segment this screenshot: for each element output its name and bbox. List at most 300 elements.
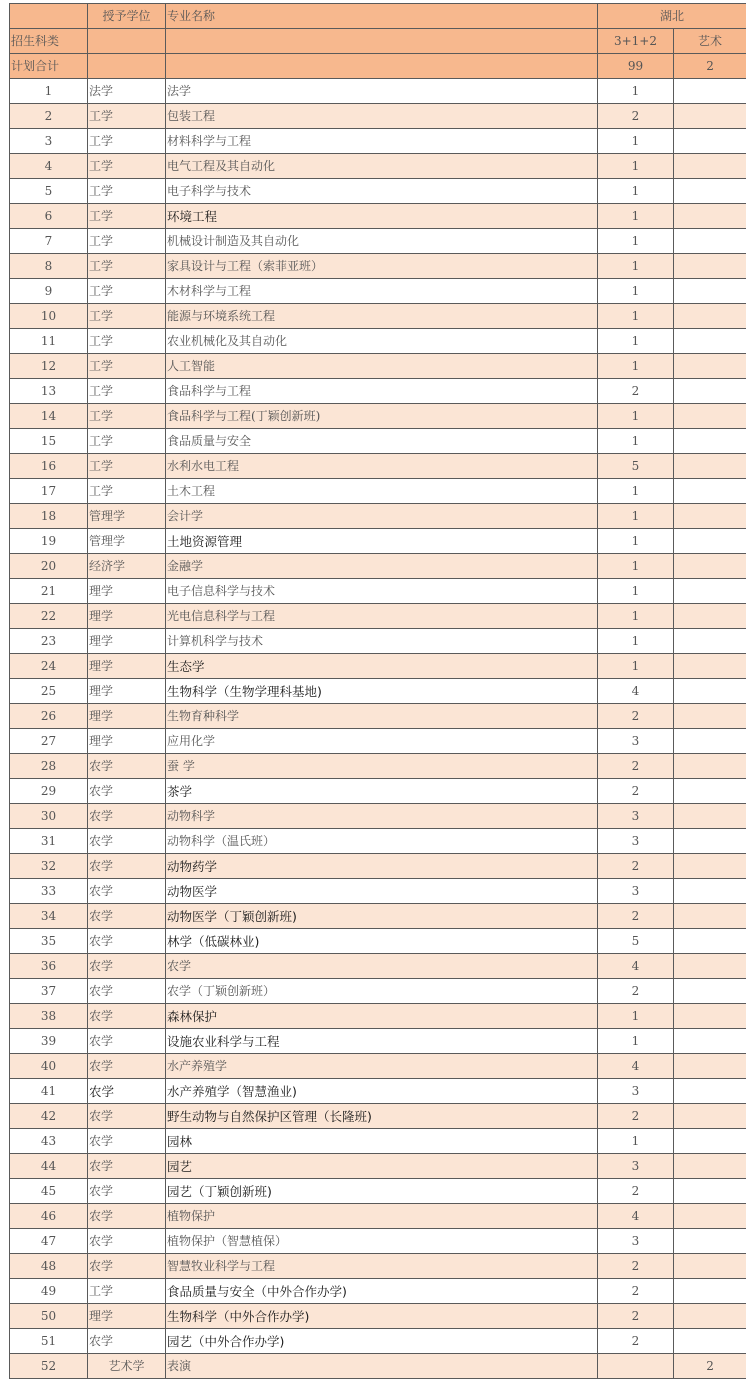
row-quota-312: 2	[598, 104, 674, 129]
row-degree: 工学	[88, 279, 166, 304]
row-quota-312: 2	[598, 1104, 674, 1129]
table-row	[10, 654, 746, 679]
row-number: 37	[10, 979, 88, 1004]
row-number: 34	[10, 904, 88, 929]
row-quota-312: 2	[598, 779, 674, 804]
table-row	[10, 529, 746, 554]
table-row	[10, 1154, 746, 1179]
table-row	[10, 604, 746, 629]
row-degree: 工学	[88, 179, 166, 204]
header-empty	[88, 29, 166, 54]
row-quota-312: 1	[598, 554, 674, 579]
row-quota-312: 2	[598, 904, 674, 929]
row-degree: 理学	[88, 679, 166, 704]
row-quota-312: 2	[598, 979, 674, 1004]
row-number: 26	[10, 704, 88, 729]
row-quota-art	[674, 704, 746, 729]
row-number: 5	[10, 179, 88, 204]
row-degree: 工学	[88, 129, 166, 154]
table-row	[10, 354, 746, 379]
row-number: 46	[10, 1204, 88, 1229]
row-quota-art	[674, 1129, 746, 1154]
row-degree: 艺术学	[88, 1354, 166, 1379]
row-quota-art	[674, 604, 746, 629]
row-quota-art	[674, 279, 746, 304]
admission-plan-table	[9, 3, 746, 1379]
table-row	[10, 429, 746, 454]
row-major: 动物科学（温氏班）	[166, 829, 598, 854]
row-major: 农学	[166, 954, 598, 979]
row-number: 2	[10, 104, 88, 129]
row-number: 48	[10, 1254, 88, 1279]
row-quota-312: 1	[598, 579, 674, 604]
row-major: 动物药学	[166, 854, 598, 879]
table-row	[10, 729, 746, 754]
row-degree: 农学	[88, 1054, 166, 1079]
table-row	[10, 304, 746, 329]
table-row	[10, 879, 746, 904]
row-major: 食品质量与安全	[166, 429, 598, 454]
row-number: 38	[10, 1004, 88, 1029]
row-major: 水利水电工程	[166, 454, 598, 479]
table-row	[10, 1004, 746, 1029]
row-quota-art	[674, 1029, 746, 1054]
table-row	[10, 704, 746, 729]
header-empty	[88, 54, 166, 79]
row-major: 包装工程	[166, 104, 598, 129]
row-number: 47	[10, 1229, 88, 1254]
row-quota-art	[674, 579, 746, 604]
row-degree: 工学	[88, 254, 166, 279]
row-major: 森林保护	[166, 1004, 598, 1029]
row-number: 14	[10, 404, 88, 429]
table-row	[10, 1129, 746, 1154]
table-row	[10, 79, 746, 104]
row-quota-312: 1	[598, 504, 674, 529]
row-degree: 农学	[88, 929, 166, 954]
header-empty	[166, 29, 598, 54]
row-quota-312: 3	[598, 879, 674, 904]
header-major: 专业名称	[166, 4, 598, 29]
row-major: 生物育种科学	[166, 704, 598, 729]
row-number: 27	[10, 729, 88, 754]
header-province: 湖北	[598, 4, 746, 29]
row-degree: 农学	[88, 979, 166, 1004]
row-degree: 农学	[88, 854, 166, 879]
row-quota-art	[674, 1179, 746, 1204]
row-quota-art	[674, 204, 746, 229]
table-row	[10, 504, 746, 529]
row-quota-art	[674, 954, 746, 979]
row-degree: 理学	[88, 654, 166, 679]
table-row	[10, 579, 746, 604]
row-major: 生态学	[166, 654, 598, 679]
row-degree: 法学	[88, 79, 166, 104]
row-quota-312: 4	[598, 679, 674, 704]
row-major: 木材科学与工程	[166, 279, 598, 304]
row-quota-art	[674, 1054, 746, 1079]
row-quota-art	[674, 79, 746, 104]
row-quota-art	[674, 1079, 746, 1104]
row-number: 20	[10, 554, 88, 579]
row-quota-art	[674, 804, 746, 829]
row-quota-312: 2	[598, 1279, 674, 1304]
table-row	[10, 1329, 746, 1354]
table-row	[10, 104, 746, 129]
row-degree: 管理学	[88, 504, 166, 529]
row-quota-art	[674, 1304, 746, 1329]
row-degree: 农学	[88, 804, 166, 829]
header-row-1	[10, 4, 746, 29]
row-quota-art	[674, 904, 746, 929]
header-empty	[166, 54, 598, 79]
table-row	[10, 554, 746, 579]
header-category-label: 招生科类	[10, 29, 88, 54]
row-quota-art	[674, 104, 746, 129]
row-quota-312: 1	[598, 79, 674, 104]
header-category-art: 艺术	[674, 29, 746, 54]
row-quota-art	[674, 354, 746, 379]
table-row	[10, 1054, 746, 1079]
row-quota-art	[674, 829, 746, 854]
row-degree: 经济学	[88, 554, 166, 579]
row-degree: 工学	[88, 304, 166, 329]
row-degree: 工学	[88, 204, 166, 229]
row-major: 动物科学	[166, 804, 598, 829]
table-row	[10, 1079, 746, 1104]
row-number: 42	[10, 1104, 88, 1129]
table-row	[10, 1354, 746, 1379]
row-major: 机械设计制造及其自动化	[166, 229, 598, 254]
row-degree: 工学	[88, 379, 166, 404]
row-quota-art	[674, 1254, 746, 1279]
row-quota-art	[674, 554, 746, 579]
row-quota-312: 1	[598, 329, 674, 354]
header-corner	[10, 4, 88, 29]
row-degree: 工学	[88, 404, 166, 429]
row-quota-art	[674, 154, 746, 179]
row-quota-312: 1	[598, 604, 674, 629]
table-row	[10, 954, 746, 979]
row-degree: 农学	[88, 1154, 166, 1179]
row-quota-312: 2	[598, 704, 674, 729]
row-quota-art	[674, 629, 746, 654]
row-quota-312: 1	[598, 179, 674, 204]
row-quota-art	[674, 929, 746, 954]
row-quota-312: 4	[598, 1204, 674, 1229]
row-degree: 工学	[88, 1279, 166, 1304]
row-major: 水产养殖学	[166, 1054, 598, 1079]
row-quota-312: 1	[598, 254, 674, 279]
table-row	[10, 829, 746, 854]
row-quota-312: 1	[598, 1129, 674, 1154]
row-number: 13	[10, 379, 88, 404]
table-row	[10, 779, 746, 804]
table-row	[10, 979, 746, 1004]
row-quota-art	[674, 129, 746, 154]
row-major: 生物科学（生物学理科基地)	[166, 679, 598, 704]
header-total-312: 99	[598, 54, 674, 79]
row-quota-art	[674, 229, 746, 254]
row-quota-art	[674, 879, 746, 904]
row-quota-312: 3	[598, 729, 674, 754]
row-degree: 农学	[88, 1004, 166, 1029]
table-row	[10, 404, 746, 429]
row-quota-312: 4	[598, 1054, 674, 1079]
row-number: 28	[10, 754, 88, 779]
row-major: 光电信息科学与工程	[166, 604, 598, 629]
row-degree: 农学	[88, 1179, 166, 1204]
row-major: 电子信息科学与技术	[166, 579, 598, 604]
row-major: 农学（丁颖创新班）	[166, 979, 598, 1004]
row-major: 野生动物与自然保护区管理（长隆班)	[166, 1104, 598, 1129]
row-major: 土地资源管理	[166, 529, 598, 554]
row-quota-312: 1	[598, 404, 674, 429]
row-quota-art	[674, 529, 746, 554]
row-quota-art	[674, 479, 746, 504]
row-number: 35	[10, 929, 88, 954]
row-degree: 理学	[88, 729, 166, 754]
row-quota-312: 1	[598, 354, 674, 379]
row-degree: 农学	[88, 954, 166, 979]
row-degree: 理学	[88, 704, 166, 729]
row-major: 林学（低碳林业)	[166, 929, 598, 954]
row-number: 6	[10, 204, 88, 229]
table-row	[10, 1229, 746, 1254]
row-quota-art	[674, 1004, 746, 1029]
row-quota-art	[674, 1154, 746, 1179]
row-quota-312: 3	[598, 1229, 674, 1254]
row-major: 食品科学与工程(丁颖创新班)	[166, 404, 598, 429]
row-degree: 农学	[88, 1029, 166, 1054]
table-row	[10, 129, 746, 154]
row-number: 30	[10, 804, 88, 829]
row-major: 设施农业科学与工程	[166, 1029, 598, 1054]
row-major: 电气工程及其自动化	[166, 154, 598, 179]
row-quota-312: 1	[598, 154, 674, 179]
row-quota-art	[674, 304, 746, 329]
row-degree: 农学	[88, 904, 166, 929]
row-quota-312: 1	[598, 529, 674, 554]
row-quota-312: 1	[598, 429, 674, 454]
row-quota-art	[674, 654, 746, 679]
row-quota-312: 2	[598, 854, 674, 879]
row-number: 50	[10, 1304, 88, 1329]
row-quota-art	[674, 329, 746, 354]
table-row	[10, 229, 746, 254]
row-quota-art	[674, 1204, 746, 1229]
table-row	[10, 1179, 746, 1204]
row-major: 家具设计与工程（索菲亚班）	[166, 254, 598, 279]
row-degree: 农学	[88, 1104, 166, 1129]
row-degree: 管理学	[88, 529, 166, 554]
row-quota-312: 2	[598, 1304, 674, 1329]
table-row	[10, 179, 746, 204]
row-major: 人工智能	[166, 354, 598, 379]
row-quota-art	[674, 179, 746, 204]
row-quota-art	[674, 679, 746, 704]
table-row	[10, 754, 746, 779]
row-number: 32	[10, 854, 88, 879]
row-quota-312: 2	[598, 1179, 674, 1204]
row-number: 9	[10, 279, 88, 304]
table-row	[10, 379, 746, 404]
row-degree: 农学	[88, 1329, 166, 1354]
row-quota-312: 1	[598, 304, 674, 329]
row-number: 29	[10, 779, 88, 804]
table-row	[10, 1029, 746, 1054]
header-row-2	[10, 29, 746, 54]
table-row	[10, 329, 746, 354]
row-quota-art	[674, 979, 746, 1004]
row-degree: 农学	[88, 879, 166, 904]
row-quota-312: 1	[598, 129, 674, 154]
row-degree: 工学	[88, 329, 166, 354]
row-quota-312: 1	[598, 229, 674, 254]
row-number: 36	[10, 954, 88, 979]
row-major: 智慧牧业科学与工程	[166, 1254, 598, 1279]
row-degree: 农学	[88, 779, 166, 804]
row-quota-art	[674, 1104, 746, 1129]
row-major: 园林	[166, 1129, 598, 1154]
row-degree: 工学	[88, 479, 166, 504]
row-quota-312: 5	[598, 454, 674, 479]
row-quota-art	[674, 504, 746, 529]
row-major: 能源与环境系统工程	[166, 304, 598, 329]
row-quota-art	[674, 1279, 746, 1304]
row-degree: 理学	[88, 579, 166, 604]
row-number: 52	[10, 1354, 88, 1379]
table-row	[10, 279, 746, 304]
row-quota-312: 1	[598, 279, 674, 304]
row-degree: 农学	[88, 1254, 166, 1279]
table-row	[10, 1304, 746, 1329]
row-degree: 工学	[88, 154, 166, 179]
row-quota-art	[674, 779, 746, 804]
row-quota-312: 4	[598, 954, 674, 979]
row-number: 7	[10, 229, 88, 254]
row-number: 16	[10, 454, 88, 479]
row-quota-312: 3	[598, 829, 674, 854]
row-number: 41	[10, 1079, 88, 1104]
row-quota-312: 2	[598, 754, 674, 779]
table-row	[10, 854, 746, 879]
row-number: 44	[10, 1154, 88, 1179]
row-major: 茶学	[166, 779, 598, 804]
table-row	[10, 1254, 746, 1279]
row-quota-art	[674, 1329, 746, 1354]
table-row	[10, 1204, 746, 1229]
row-quota-art	[674, 1229, 746, 1254]
row-number: 21	[10, 579, 88, 604]
row-quota-art	[674, 254, 746, 279]
row-number: 40	[10, 1054, 88, 1079]
row-major: 金融学	[166, 554, 598, 579]
table-row	[10, 929, 746, 954]
row-major: 动物医学	[166, 879, 598, 904]
row-major: 食品质量与安全（中外合作办学)	[166, 1279, 598, 1304]
row-number: 33	[10, 879, 88, 904]
row-degree: 理学	[88, 1304, 166, 1329]
row-number: 8	[10, 254, 88, 279]
table-row	[10, 904, 746, 929]
row-quota-312: 1	[598, 479, 674, 504]
header-total-art: 2	[674, 54, 746, 79]
row-number: 18	[10, 504, 88, 529]
row-degree: 农学	[88, 1204, 166, 1229]
row-major: 材料科学与工程	[166, 129, 598, 154]
row-quota-art: 2	[674, 1354, 746, 1379]
row-quota-312: 1	[598, 1004, 674, 1029]
row-quota-312	[598, 1354, 674, 1379]
row-number: 39	[10, 1029, 88, 1054]
table-row	[10, 154, 746, 179]
row-quota-312: 5	[598, 929, 674, 954]
row-number: 23	[10, 629, 88, 654]
table-row	[10, 679, 746, 704]
row-quota-art	[674, 729, 746, 754]
row-degree: 农学	[88, 1129, 166, 1154]
row-number: 43	[10, 1129, 88, 1154]
row-major: 农业机械化及其自动化	[166, 329, 598, 354]
row-quota-312: 1	[598, 204, 674, 229]
row-number: 11	[10, 329, 88, 354]
row-quota-312: 3	[598, 804, 674, 829]
row-degree: 农学	[88, 754, 166, 779]
row-major: 会计学	[166, 504, 598, 529]
row-quota-312: 2	[598, 1329, 674, 1354]
table-row	[10, 1279, 746, 1304]
row-degree: 工学	[88, 354, 166, 379]
row-major: 应用化学	[166, 729, 598, 754]
row-quota-art	[674, 404, 746, 429]
row-number: 17	[10, 479, 88, 504]
row-number: 49	[10, 1279, 88, 1304]
row-degree: 工学	[88, 229, 166, 254]
row-major: 植物保护	[166, 1204, 598, 1229]
row-degree: 农学	[88, 1229, 166, 1254]
row-number: 12	[10, 354, 88, 379]
row-major: 食品科学与工程	[166, 379, 598, 404]
table-row	[10, 804, 746, 829]
row-major: 计算机科学与技术	[166, 629, 598, 654]
row-number: 3	[10, 129, 88, 154]
row-major: 表演	[166, 1354, 598, 1379]
row-major: 法学	[166, 79, 598, 104]
header-category-312: 3+1+2	[598, 29, 674, 54]
row-major: 环境工程	[166, 204, 598, 229]
row-degree: 工学	[88, 104, 166, 129]
row-number: 22	[10, 604, 88, 629]
row-degree: 农学	[88, 829, 166, 854]
row-quota-312: 1	[598, 1029, 674, 1054]
row-number: 24	[10, 654, 88, 679]
row-major: 水产养殖学（智慧渔业)	[166, 1079, 598, 1104]
table-row	[10, 479, 746, 504]
row-degree: 理学	[88, 604, 166, 629]
row-number: 4	[10, 154, 88, 179]
row-major: 植物保护（智慧植保）	[166, 1229, 598, 1254]
row-major: 园艺（中外合作办学)	[166, 1329, 598, 1354]
header-degree: 授予学位	[88, 4, 166, 29]
row-number: 45	[10, 1179, 88, 1204]
row-quota-art	[674, 429, 746, 454]
row-major: 电子科学与技术	[166, 179, 598, 204]
table-row	[10, 1104, 746, 1129]
row-quota-art	[674, 454, 746, 479]
row-number: 19	[10, 529, 88, 554]
row-quota-312: 2	[598, 379, 674, 404]
